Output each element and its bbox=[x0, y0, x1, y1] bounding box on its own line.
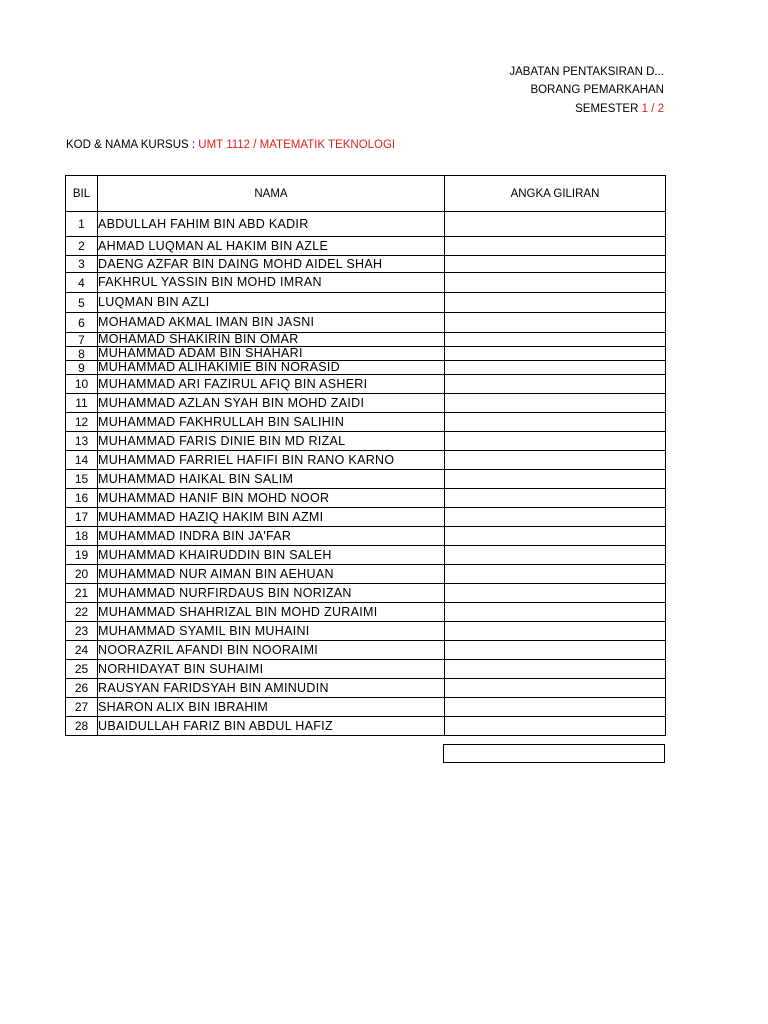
table-row bbox=[66, 470, 666, 489]
course-value: UMT 1112 / MATEMATIK TEKNOLOGI bbox=[198, 139, 396, 151]
row-number: 9 bbox=[66, 361, 98, 375]
row-number: 18 bbox=[66, 527, 98, 546]
row-number: 19 bbox=[66, 546, 98, 565]
angka-giliran-cell[interactable] bbox=[445, 347, 666, 361]
angka-giliran-cell[interactable] bbox=[445, 679, 666, 698]
table-row bbox=[66, 212, 666, 237]
table-row bbox=[66, 432, 666, 451]
student-name: LUQMAN BIN AZLI bbox=[98, 293, 445, 313]
table-row bbox=[66, 641, 666, 660]
table-row bbox=[66, 660, 666, 679]
angka-giliran-cell[interactable] bbox=[445, 313, 666, 333]
student-name: MUHAMMAD HAIKAL BIN SALIM bbox=[98, 470, 445, 489]
angka-giliran-cell[interactable] bbox=[445, 375, 666, 394]
row-number: 4 bbox=[66, 273, 98, 293]
angka-giliran-cell[interactable] bbox=[445, 333, 666, 347]
table-row bbox=[66, 333, 666, 347]
row-number: 6 bbox=[66, 313, 98, 333]
student-name: MUHAMMAD FARIS DINIE BIN MD RIZAL bbox=[98, 432, 445, 451]
column-header-nama: NAMA bbox=[98, 176, 445, 212]
student-name: NOORAZRIL AFANDI BIN NOORAIMI bbox=[98, 641, 445, 660]
table-row bbox=[66, 489, 666, 508]
angka-giliran-cell[interactable] bbox=[445, 698, 666, 717]
table-row bbox=[66, 527, 666, 546]
angka-giliran-cell[interactable] bbox=[445, 660, 666, 679]
row-number: 10 bbox=[66, 375, 98, 394]
student-name: MUHAMMAD AZLAN SYAH BIN MOHD ZAIDI bbox=[98, 394, 445, 413]
angka-giliran-cell[interactable] bbox=[445, 451, 666, 470]
row-number: 20 bbox=[66, 565, 98, 584]
row-number: 15 bbox=[66, 470, 98, 489]
semester-label: SEMESTER bbox=[575, 103, 639, 115]
table-row bbox=[66, 565, 666, 584]
student-name: MUHAMMAD HANIF BIN MOHD NOOR bbox=[98, 489, 445, 508]
row-number: 22 bbox=[66, 603, 98, 622]
row-number: 12 bbox=[66, 413, 98, 432]
angka-giliran-cell[interactable] bbox=[445, 237, 666, 256]
row-number: 7 bbox=[66, 333, 98, 347]
student-name: NORHIDAYAT BIN SUHAIMI bbox=[98, 660, 445, 679]
angka-giliran-cell[interactable] bbox=[445, 432, 666, 451]
table-row bbox=[66, 679, 666, 698]
row-number: 26 bbox=[66, 679, 98, 698]
table-row bbox=[66, 603, 666, 622]
angka-giliran-cell[interactable] bbox=[445, 565, 666, 584]
angka-giliran-cell[interactable] bbox=[445, 546, 666, 565]
student-name: MUHAMMAD NUR AIMAN BIN AEHUAN bbox=[98, 565, 445, 584]
table-row bbox=[66, 394, 666, 413]
table-row bbox=[66, 584, 666, 603]
student-table bbox=[65, 175, 666, 736]
table-row bbox=[66, 546, 666, 565]
row-number: 2 bbox=[66, 237, 98, 256]
student-name: AHMAD LUQMAN AL HAKIM BIN AZLE bbox=[98, 237, 445, 256]
student-name: MOHAMAD SHAKIRIN BIN OMAR bbox=[98, 333, 445, 347]
angka-giliran-cell[interactable] bbox=[445, 256, 666, 273]
row-number: 16 bbox=[66, 489, 98, 508]
student-name: MUHAMMAD ALIHAKIMIE BIN NORASID bbox=[98, 361, 445, 375]
angka-giliran-cell[interactable] bbox=[445, 273, 666, 293]
table-row bbox=[66, 237, 666, 256]
semester-value: 1 / 2 bbox=[641, 103, 664, 115]
student-name: MUHAMMAD FAKHRULLAH BIN SALIHIN bbox=[98, 413, 445, 432]
row-number: 28 bbox=[66, 717, 98, 736]
row-number: 11 bbox=[66, 394, 98, 413]
student-name: RAUSYAN FARIDSYAH BIN AMINUDIN bbox=[98, 679, 445, 698]
student-name: ABDULLAH FAHIM BIN ABD KADIR bbox=[98, 212, 445, 237]
row-number: 1 bbox=[66, 212, 98, 237]
header-semester bbox=[480, 103, 664, 115]
student-name: MUHAMMAD FARRIEL HAFIFI BIN RANO KARNO bbox=[98, 451, 445, 470]
angka-giliran-cell[interactable] bbox=[445, 361, 666, 375]
column-header-bil: BIL bbox=[66, 176, 98, 212]
student-name: FAKHRUL YASSIN BIN MOHD IMRAN bbox=[98, 273, 445, 293]
header-form-title: BORANG PEMARKAHAN bbox=[530, 84, 664, 96]
row-number: 3 bbox=[66, 256, 98, 273]
row-number: 23 bbox=[66, 622, 98, 641]
row-number: 17 bbox=[66, 508, 98, 527]
row-number: 14 bbox=[66, 451, 98, 470]
table-row bbox=[66, 293, 666, 313]
table-row bbox=[66, 717, 666, 736]
table-row bbox=[66, 361, 666, 375]
table-row bbox=[66, 451, 666, 470]
student-name: MUHAMMAD NURFIRDAUS BIN NORIZAN bbox=[98, 584, 445, 603]
angka-giliran-cell[interactable] bbox=[445, 413, 666, 432]
angka-giliran-cell[interactable] bbox=[445, 470, 666, 489]
table-row bbox=[66, 256, 666, 273]
angka-giliran-cell[interactable] bbox=[445, 622, 666, 641]
row-number: 21 bbox=[66, 584, 98, 603]
angka-giliran-cell[interactable] bbox=[445, 394, 666, 413]
row-number: 8 bbox=[66, 347, 98, 361]
student-name: MUHAMMAD KHAIRUDDIN BIN SALEH bbox=[98, 546, 445, 565]
angka-giliran-cell[interactable] bbox=[445, 527, 666, 546]
student-name: MUHAMMAD SHAHRIZAL BIN MOHD ZURAIMI bbox=[98, 603, 445, 622]
angka-giliran-cell[interactable] bbox=[445, 584, 666, 603]
table-row bbox=[66, 622, 666, 641]
student-name: MUHAMMAD ARI FAZIRUL AFIQ BIN ASHERI bbox=[98, 375, 445, 394]
table-row bbox=[66, 273, 666, 293]
table-row bbox=[66, 508, 666, 527]
table-row bbox=[66, 413, 666, 432]
table-row bbox=[66, 698, 666, 717]
student-name: MUHAMMAD SYAMIL BIN MUHAINI bbox=[98, 622, 445, 641]
angka-giliran-cell[interactable] bbox=[445, 293, 666, 313]
student-name: DAENG AZFAR BIN DAING MOHD AIDEL SHAH bbox=[98, 256, 445, 273]
column-header-angka-giliran: ANGKA GILIRAN bbox=[445, 176, 666, 212]
angka-giliran-cell[interactable] bbox=[445, 717, 666, 736]
angka-giliran-cell[interactable] bbox=[445, 603, 666, 622]
angka-giliran-cell[interactable] bbox=[445, 212, 666, 237]
row-number: 24 bbox=[66, 641, 98, 660]
student-name: MOHAMAD AKMAL IMAN BIN JASNI bbox=[98, 313, 445, 333]
row-number: 13 bbox=[66, 432, 98, 451]
student-name: SHARON ALIX BIN IBRAHIM bbox=[98, 698, 445, 717]
angka-giliran-cell[interactable] bbox=[445, 508, 666, 527]
table-row bbox=[66, 347, 666, 361]
angka-giliran-cell[interactable] bbox=[445, 641, 666, 660]
row-number: 27 bbox=[66, 698, 98, 717]
table-row bbox=[66, 313, 666, 333]
empty-cell[interactable] bbox=[443, 744, 665, 763]
student-name: MUHAMMAD INDRA BIN JA'FAR bbox=[98, 527, 445, 546]
angka-giliran-cell[interactable] bbox=[445, 489, 666, 508]
student-name: MUHAMMAD HAZIQ HAKIM BIN AZMI bbox=[98, 508, 445, 527]
course-label: KOD & NAMA KURSUS : bbox=[66, 139, 196, 151]
table-header-row bbox=[66, 176, 666, 212]
row-number: 5 bbox=[66, 293, 98, 313]
header-department: JABATAN PENTAKSIRAN D... bbox=[509, 66, 664, 78]
table-row bbox=[66, 375, 666, 394]
row-number: 25 bbox=[66, 660, 98, 679]
student-name: MUHAMMAD ADAM BIN SHAHARI bbox=[98, 347, 445, 361]
student-name: UBAIDULLAH FARIZ BIN ABDUL HAFIZ bbox=[98, 717, 445, 736]
course-line bbox=[66, 139, 395, 151]
